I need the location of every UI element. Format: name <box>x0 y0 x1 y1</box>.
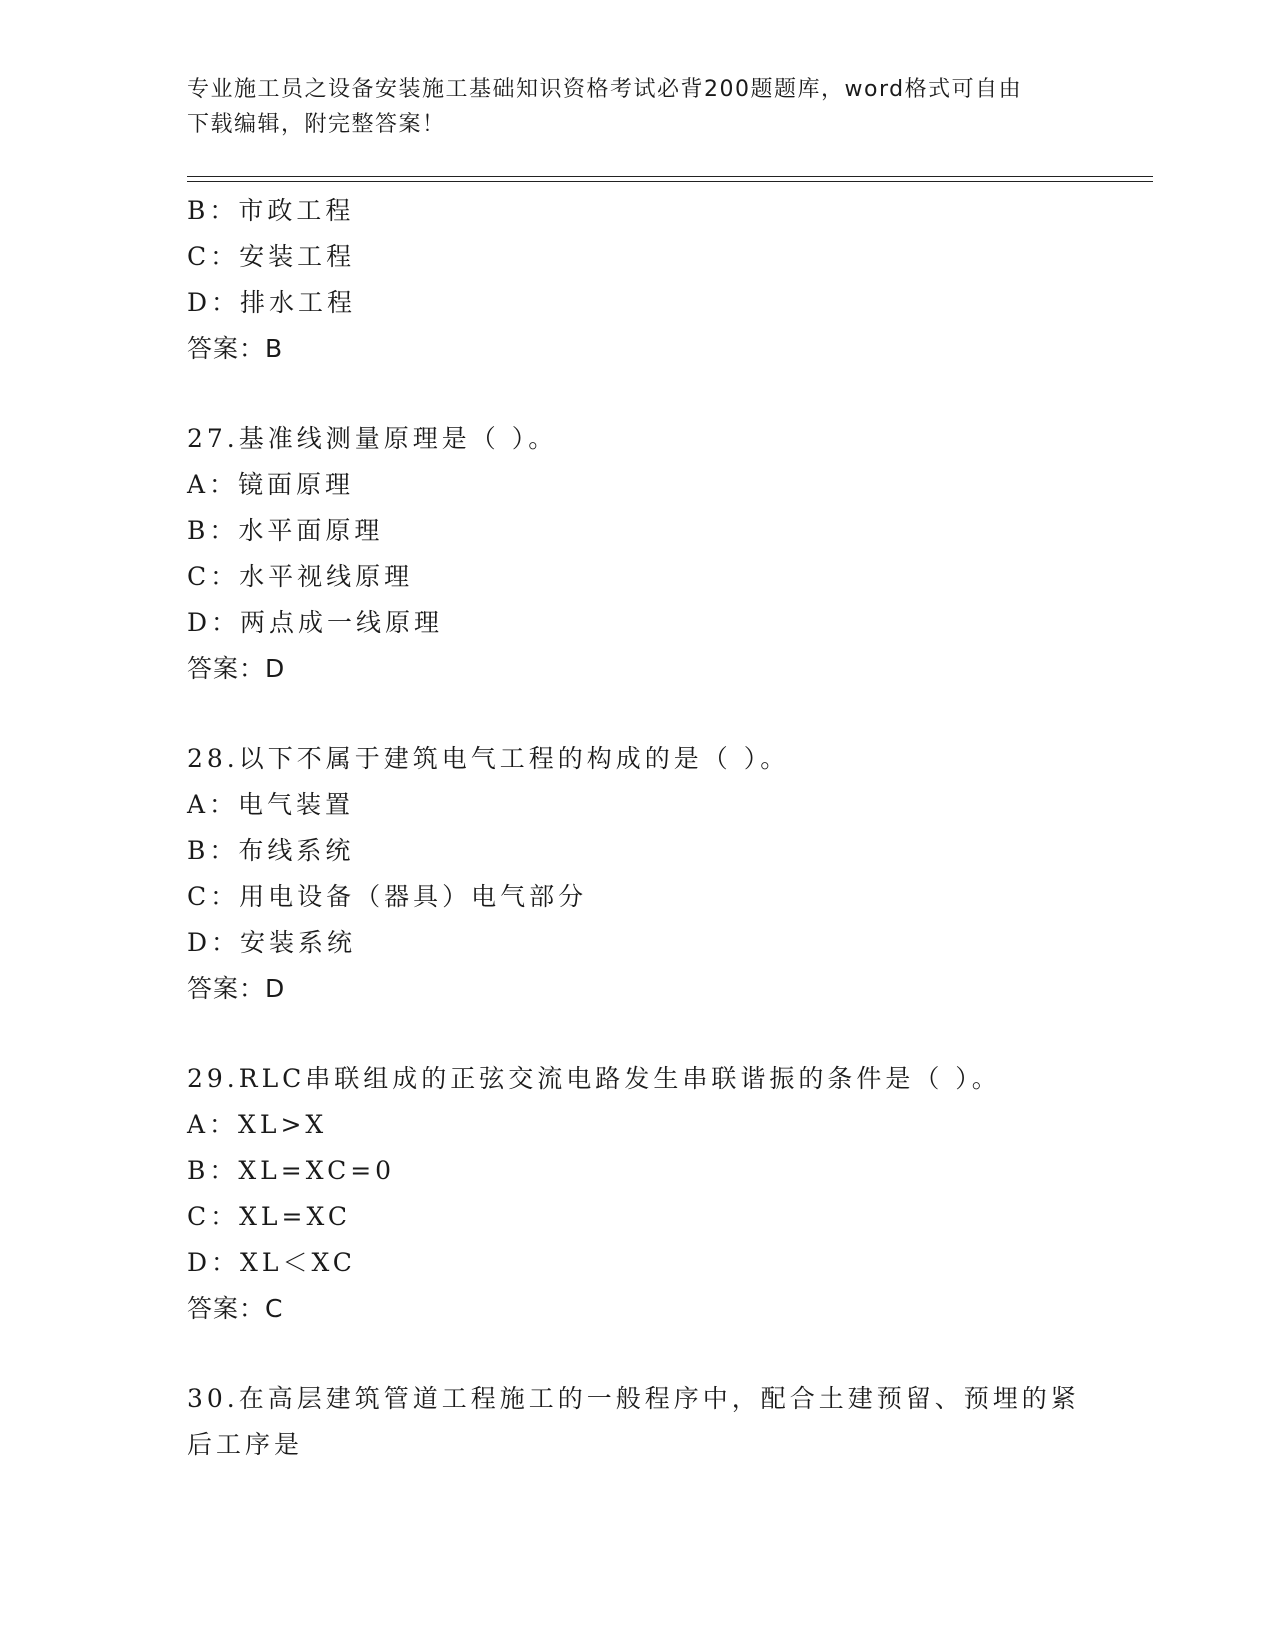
option-b: B：布线系统 <box>187 836 355 865</box>
option-a: A：电气装置 <box>187 790 355 819</box>
question-29 <box>187 1056 1153 1332</box>
answer: 答案：D <box>187 654 286 683</box>
answer: 答案：D <box>187 974 286 1003</box>
header-rule-top <box>187 176 1153 177</box>
header-rule-bottom <box>187 181 1153 182</box>
question-text: 29.RLC串联组成的正弦交流电路发生串联谐振的条件是（ ）。 <box>187 1064 1001 1093</box>
answer: 答案：B <box>187 334 284 363</box>
spacer <box>187 1012 1153 1056</box>
option-b: B：水平面原理 <box>187 516 384 545</box>
question-text: 28.以下不属于建筑电气工程的构成的是（ ）。 <box>187 744 790 773</box>
option-a: A：镜面原理 <box>187 470 355 499</box>
header-line-2: 下载编辑，附完整答案！ <box>187 112 446 137</box>
question-28 <box>187 736 1153 1012</box>
question-text-line-2: 后工序是 <box>187 1430 304 1459</box>
option-c: C：安装工程 <box>187 242 356 271</box>
option-a: A：XL>X <box>187 1110 328 1139</box>
option-d: D：安装系统 <box>187 928 357 957</box>
option-d: D：XL＜XC <box>187 1248 356 1277</box>
header-line-1: 专业施工员之设备安装施工基础知识资格考试必背200题题库，word格式可自由 <box>187 77 1023 102</box>
option-c: C：XL=XC <box>187 1202 351 1231</box>
question-27 <box>187 416 1153 692</box>
question-30 <box>187 1376 1153 1468</box>
question-26 <box>187 188 1153 372</box>
answer: 答案：C <box>187 1294 284 1323</box>
spacer <box>187 372 1153 416</box>
document-header <box>187 72 1087 142</box>
option-b: B：XL=XC=0 <box>187 1156 396 1185</box>
question-text-line-1: 30.在高层建筑管道工程施工的一般程序中，配合土建预留、预埋的紧 <box>187 1384 1080 1413</box>
question-text: 27.基准线测量原理是（ ）。 <box>187 424 558 453</box>
option-c: C：用电设备（器具）电气部分 <box>187 882 588 911</box>
option-c: C：水平视线原理 <box>187 562 414 591</box>
option-d: D：排水工程 <box>187 288 357 317</box>
option-d: D：两点成一线原理 <box>187 608 444 637</box>
question-list <box>187 188 1153 1468</box>
spacer <box>187 692 1153 736</box>
spacer <box>187 1332 1153 1376</box>
option-b: B：市政工程 <box>187 196 355 225</box>
